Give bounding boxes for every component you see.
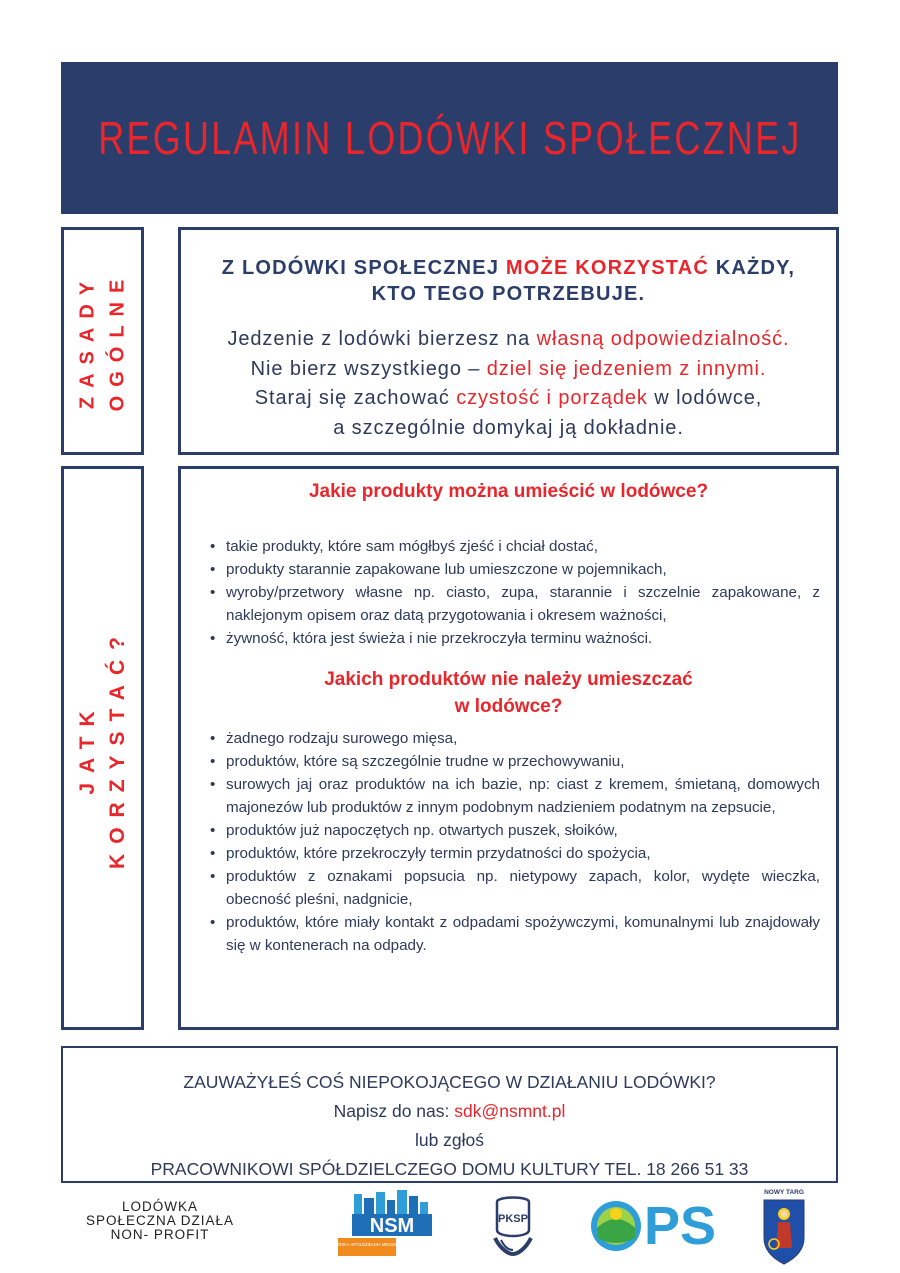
general-rules-side-label: [61, 227, 144, 455]
ops-logo: [588, 1198, 718, 1254]
header-banner: [61, 62, 838, 214]
forbidden-product-item: • produktów, które są szczególnie trudne w przechowywaniu,: [208, 750, 820, 773]
contact-phone-line: PRACOWNIKOWI SPÓŁDZIELCZEGO DOMU KULTURY TEL. 18 266 51 33: [150, 1159, 749, 1179]
side-label-line1: ZASADY: [76, 272, 99, 410]
usage-label-line2: KORZYSTAĆ?: [105, 627, 129, 869]
rule-line2-highlight: dziel się jedzeniem z innymi.: [486, 357, 767, 380]
contact-email-link[interactable]: sdk@nsmnt.pl: [454, 1101, 566, 1121]
nowy-targ-crest: [760, 1186, 808, 1266]
forbidden-products-title: [180, 666, 837, 720]
headline-text-end: KAŻDY,: [709, 257, 796, 279]
contact-write-label: Napisz do nas:: [333, 1101, 455, 1121]
contact-write-line: [63, 1097, 836, 1126]
pksp-logo-graphic: [491, 1192, 535, 1260]
page-title: REGULAMIN LODÓWKI SPOŁECZNEJ: [97, 112, 802, 164]
pksp-logo: [491, 1192, 535, 1260]
nowy-targ-text: NOWY TARG: [764, 1189, 804, 1196]
nsm-logo-graphic: [319, 1190, 446, 1258]
allowed-product-item: • żywność, która jest świeża i nie przekroczyła terminu ważności.: [208, 627, 820, 650]
allowed-product-item: • takie produkty, które sam mógłbyś zjeść i chciał dostać,: [208, 535, 820, 558]
nsm-logo-text: NSM: [369, 1215, 415, 1237]
lodowka-logo: [75, 1200, 245, 1250]
forbidden-product-item: • żadnego rodzaju surowego mięsa,: [208, 727, 820, 750]
lodowka-logo-line3: NON- PROFIT: [110, 1227, 210, 1242]
lodowka-logo-line1: LODÓWKA: [121, 1199, 198, 1214]
contact-box: [61, 1046, 838, 1183]
allowed-product-item: • produkty starannie zapakowane lub umieszczone w pojemnikach,: [208, 558, 820, 581]
forbidden-product-item: • produktów z oznakami popsucia np. nietypowy zapach, kolor, wydęte wieczka, obecność pleśni, nadgnicie,: [208, 865, 820, 911]
allowed-products-title: Jakie produkty można umieścić w lodówce?: [308, 481, 709, 502]
forbidden-product-item: • produktów już napoczętych np. otwartych puszek, słoików,: [208, 819, 820, 842]
ops-logo-graphic: [588, 1198, 718, 1254]
rule-line3-rest: w lodówce,: [647, 387, 763, 409]
general-rules-headline: [180, 255, 837, 307]
headline-line2: KTO TEGO POTRZEBUJE.: [371, 283, 646, 305]
lodowka-logo-line2: SPOŁECZNA DZIAŁA: [85, 1213, 235, 1228]
nsm-logo: [319, 1190, 446, 1258]
rule-line2-text: Nie bierz wszystkiego –: [250, 357, 487, 380]
allowed-products-list: [208, 535, 820, 650]
ops-logo-text: PS: [643, 1196, 717, 1256]
rule-line1-highlight: własną odpowiedzialność.: [536, 328, 790, 350]
usage-label-line1: JATK: [75, 701, 99, 795]
forbidden-product-item: • produktów, które przekroczyły termin przydatności do spożycia,: [208, 842, 820, 865]
nsm-logo-subtext: NOWOTARSKA SPÓŁDZIELNIA MIESZKANIOWA: [319, 1242, 415, 1247]
side-label-line2: OGÓLNE: [106, 270, 129, 412]
nowy-targ-crest-graphic: [760, 1186, 808, 1266]
rule-line1-text: Jedzenie z lodówki bierzesz na: [227, 328, 537, 350]
pksp-logo-text: PKSP: [498, 1213, 528, 1225]
forbidden-title-line2: w lodówce?: [454, 696, 563, 717]
contact-question: ZAUWAŻYŁEŚ COŚ NIEPOKOJĄCEGO W DZIAŁANIU LODÓWKI?: [183, 1072, 716, 1092]
forbidden-product-item: • produktów, które miały kontakt z odpadami spożywczymi, komunalnymi lub znajdowały się w kontenerach na odpady.: [208, 911, 820, 957]
forbidden-products-list: [208, 727, 820, 957]
general-rules-body: [180, 325, 837, 443]
allowed-product-item: • wyroby/przetwory własne np. ciasto, zupa, starannie i szczelnie zapakowane, z naklejonym opisem oraz datą przygotowania i okresem ważności,: [208, 581, 820, 627]
forbidden-product-item: • surowych jaj oraz produktów na ich bazie, np: ciast z kremem, śmietaną, domowych majonezów lub produktów z innym podobnym nadzieniem podatnym na zepsucie,: [208, 773, 820, 819]
usage-side-label: [61, 466, 144, 1030]
rule-line4: a szczególnie domykaj ją dokładnie.: [333, 416, 684, 439]
headline-highlight: MOŻE KORZYSTAĆ: [505, 257, 709, 279]
rule-line3-text: Staraj się zachować: [254, 387, 457, 409]
forbidden-title-line1: Jakich produktów nie należy umieszczać: [324, 669, 693, 690]
headline-text: Z LODÓWKI SPOŁECZNEJ: [221, 257, 506, 279]
rule-line3-highlight: czystość i porządek: [456, 387, 648, 409]
contact-or-report: lub zgłoś: [414, 1130, 485, 1150]
